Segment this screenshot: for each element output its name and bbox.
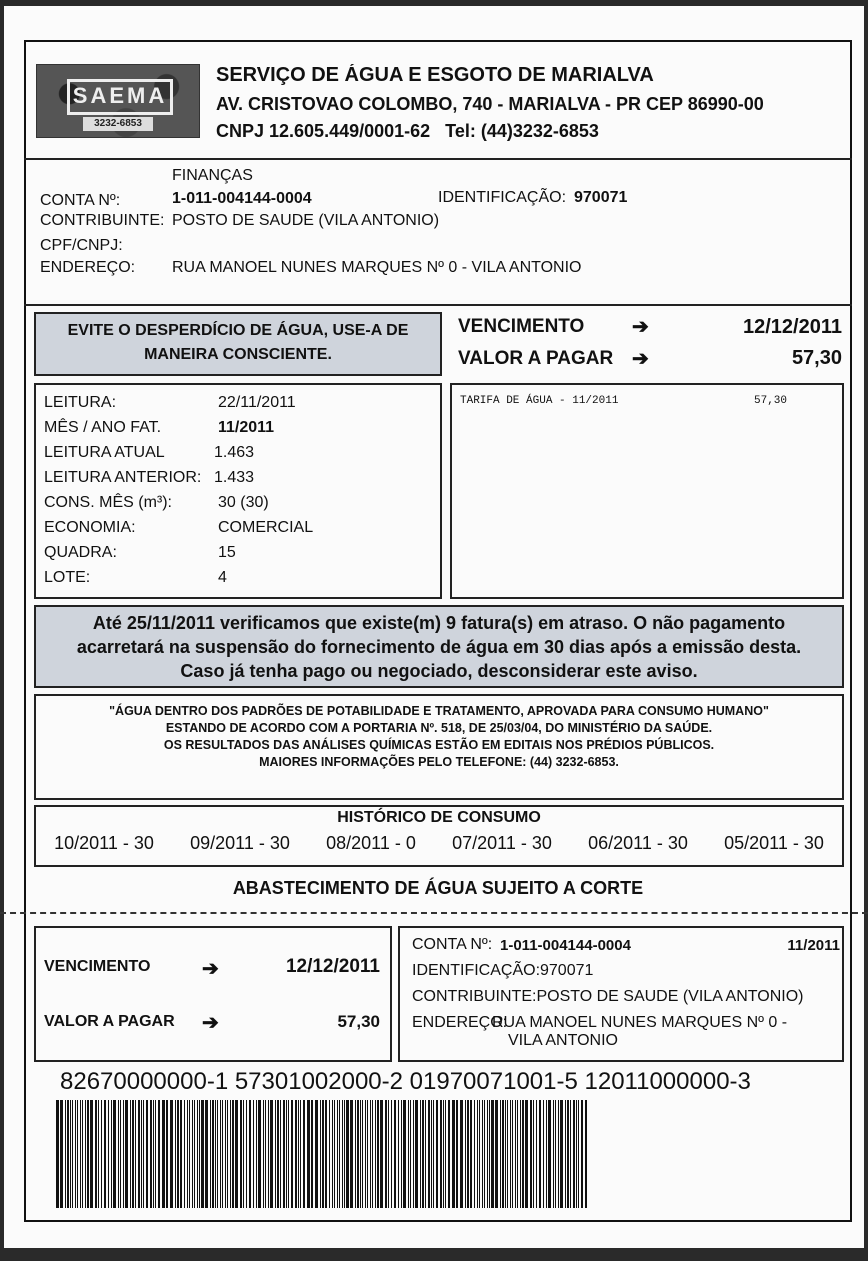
barcode-bar	[346, 1100, 349, 1208]
barcode-bar	[166, 1100, 168, 1208]
reading-label: LEITURA ANTERIOR:	[44, 469, 202, 486]
barcode-bar	[515, 1100, 516, 1208]
stub-due-label: VENCIMENTO	[44, 958, 151, 975]
barcode-bar	[388, 1100, 389, 1208]
stub-period: 11/2011	[787, 937, 840, 954]
cpf-label: CPF/CNPJ:	[40, 237, 123, 254]
stub-endereco-value: RUA MANOEL NUNES MARQUES Nº 0 -	[492, 1014, 788, 1031]
barcode-bar	[355, 1100, 356, 1208]
barcode-bar	[377, 1100, 379, 1208]
barcode-bar	[286, 1100, 287, 1208]
due-value: 12/12/2011	[743, 316, 842, 338]
overdue-warning	[34, 605, 844, 688]
barcode-bar	[403, 1100, 406, 1208]
barcode-bar	[199, 1100, 200, 1208]
barcode-bar	[141, 1100, 142, 1208]
barcode-bar	[320, 1100, 321, 1208]
barcode-bar	[189, 1100, 190, 1208]
barcode-bar	[474, 1100, 475, 1208]
barcode-bar	[413, 1100, 414, 1208]
barcode-bar	[253, 1100, 254, 1208]
warning-line2: acarretará na suspensão do fornecimento de água em 30 dias após a emissão desta.	[76, 637, 802, 657]
stub-due-value: 12/12/2011	[285, 956, 380, 977]
barcode-bar	[108, 1100, 109, 1208]
barcode-bar	[113, 1100, 116, 1208]
barcode-bar	[543, 1100, 544, 1208]
barcode-bar	[370, 1100, 371, 1208]
barcode-bar	[155, 1100, 156, 1208]
barcode-bar	[177, 1100, 179, 1208]
barcode-bar	[111, 1100, 112, 1208]
barcode-bar	[85, 1100, 86, 1208]
barcode-bar	[72, 1100, 73, 1208]
barcode-bar	[487, 1100, 488, 1208]
barcode-bar	[187, 1100, 188, 1208]
barcode-bar	[510, 1100, 511, 1208]
barcode-bar	[433, 1100, 434, 1208]
barcode-bar	[311, 1100, 313, 1208]
stub-endereco-line2: VILA ANTONIO	[508, 1032, 618, 1049]
barcode-bar	[415, 1100, 418, 1208]
barcode-bar	[362, 1100, 363, 1208]
barcode-bar	[448, 1100, 450, 1208]
barcode-bar	[230, 1100, 231, 1208]
barcode-bar	[460, 1100, 463, 1208]
stub-conta-value: 1-011-004144-0004	[500, 937, 631, 954]
barcode-bar	[98, 1100, 99, 1208]
barcode-bar	[192, 1100, 193, 1208]
barcode-bar	[357, 1100, 359, 1208]
barcode-bar	[581, 1100, 583, 1208]
barcode-bar	[440, 1100, 442, 1208]
barcode-bar	[425, 1100, 426, 1208]
barcode-bar	[525, 1100, 528, 1208]
barcode-bar	[479, 1100, 480, 1208]
barcode-bar	[360, 1100, 361, 1208]
contrib-value: POSTO DE SAUDE (VILA ANTONIO)	[172, 212, 440, 229]
charge-item: TARIFA DE ÁGUA - 11/2011	[460, 395, 619, 407]
company-address: AV. CRISTOVAO COLOMBO, 740 - MARIALVA - PR CEP 86990-00	[216, 94, 764, 114]
barcode-bar	[120, 1100, 121, 1208]
barcode-bar	[431, 1100, 432, 1208]
barcode-bar	[303, 1100, 305, 1208]
barcode-bar	[201, 1100, 204, 1208]
barcode-bar	[517, 1100, 518, 1208]
barcode-bar	[132, 1100, 134, 1208]
reading-value: 4	[218, 569, 227, 586]
barcode-bar	[215, 1100, 216, 1208]
barcode-bar	[420, 1100, 421, 1208]
reading-value: 22/11/2011	[218, 394, 296, 411]
barcode-bar	[295, 1100, 297, 1208]
barcode-bar	[75, 1100, 76, 1208]
company-cnpj-tel: CNPJ 12.605.449/0001-62 Tel: (44)3232-6853	[216, 121, 599, 141]
amount-arrow-icon: ➔	[632, 348, 649, 370]
barcode-bar	[558, 1100, 559, 1208]
barcode-bar	[408, 1100, 409, 1208]
reading-label: LEITURA ATUAL	[44, 444, 165, 461]
barcode-bar	[162, 1100, 165, 1208]
barcode-bar	[560, 1100, 563, 1208]
header-divider	[24, 158, 852, 160]
barcode-bar	[567, 1100, 569, 1208]
barcode-bar	[67, 1100, 69, 1208]
barcode-bar	[578, 1100, 579, 1208]
due-label: VENCIMENTO	[458, 316, 585, 337]
stub-amount-label: VALOR A PAGAR	[44, 1013, 175, 1030]
contrib-label: CONTRIBUINTE:	[40, 212, 165, 229]
barcode	[56, 1100, 588, 1208]
saema-logo	[36, 64, 200, 138]
barcode-bar	[375, 1100, 376, 1208]
history-item: 09/2011 - 30	[190, 833, 290, 853]
barcode-bar	[495, 1100, 498, 1208]
barcode-bar	[217, 1100, 218, 1208]
barcode-bar	[146, 1100, 148, 1208]
due-arrow-icon: ➔	[632, 316, 649, 338]
barcode-bar	[197, 1100, 198, 1208]
barcode-bar	[258, 1100, 261, 1208]
barcode-bar	[512, 1100, 513, 1208]
barcode-bar	[205, 1100, 208, 1208]
barcode-bar	[329, 1100, 330, 1208]
barcode-bar	[570, 1100, 571, 1208]
reading-value: 15	[218, 544, 236, 561]
barcode-bar	[530, 1100, 532, 1208]
barcode-bar	[175, 1100, 176, 1208]
barcode-bar	[125, 1100, 128, 1208]
reading-label: LOTE:	[44, 569, 91, 586]
barcode-bar	[428, 1100, 430, 1208]
barcode-bar	[484, 1100, 485, 1208]
reading-label: ECONOMIA:	[44, 519, 136, 536]
barcode-bar	[70, 1100, 71, 1208]
history-item: 08/2011 - 0	[326, 833, 416, 853]
barcode-bar	[153, 1100, 154, 1208]
barcode-bar	[249, 1100, 251, 1208]
barcode-bar	[268, 1100, 269, 1208]
barcode-bar	[283, 1100, 285, 1208]
reading-label: MÊS / ANO FAT.	[44, 419, 162, 436]
barcode-bar	[576, 1100, 577, 1208]
barcode-bar	[143, 1100, 144, 1208]
barcode-bar	[553, 1100, 554, 1208]
barcode-bar	[422, 1100, 424, 1208]
notice-line1: EVITE O DESPERDÍCIO DE ÁGUA, USE-A DE	[67, 322, 409, 339]
barcode-bar	[436, 1100, 438, 1208]
barcode-bar	[150, 1100, 152, 1208]
barcode-bar	[225, 1100, 226, 1208]
quality-line4: MAIORES INFORMAÇÕES PELO TELEFONE: (44) 3232-6853.	[259, 755, 619, 769]
barcode-bar	[546, 1100, 547, 1208]
barcode-bar	[539, 1100, 541, 1208]
barcode-bar	[391, 1100, 392, 1208]
barcode-bar	[443, 1100, 444, 1208]
barcode-bar	[194, 1100, 195, 1208]
barcode-bar	[291, 1100, 293, 1208]
barcode-bar	[520, 1100, 521, 1208]
quality-line1: "ÁGUA DENTRO DOS PADRÕES DE POTABILIDADE E TRATAMENTO, APROVADA PARA CONSUMO HUMANO"	[109, 704, 769, 718]
quality-line3: OS RESULTADOS DAS ANÁLISES QUÍMICAS ESTÃO EM EDITAIS NOS PRÉDIOS PÚBLICOS.	[163, 738, 715, 752]
account-divider	[24, 304, 852, 306]
barcode-bar	[80, 1100, 81, 1208]
barcode-bar	[467, 1100, 469, 1208]
warning-line3: Caso já tenha pago ou negociado, desconsiderar este aviso.	[180, 661, 698, 681]
stub-endereco-label: ENDEREÇO:	[412, 1014, 508, 1031]
barcode-bar	[265, 1100, 266, 1208]
barcode-bar	[56, 1100, 59, 1208]
company-name: SERVIÇO DE ÁGUA E ESGOTO DE MARIALVA	[216, 64, 654, 86]
barcode-bar	[548, 1100, 551, 1208]
history-item: 05/2011 - 30	[724, 833, 824, 853]
stub-conta-label: CONTA Nº:	[412, 936, 493, 953]
barcode-bar	[246, 1100, 247, 1208]
barcode-bar	[65, 1100, 66, 1208]
barcode-bar	[256, 1100, 257, 1208]
barcode-bar	[300, 1100, 301, 1208]
ident-label: IDENTIFICAÇÃO:	[438, 189, 567, 206]
barcode-bar	[337, 1100, 338, 1208]
barcode-bar	[489, 1100, 490, 1208]
barcode-bar	[222, 1100, 223, 1208]
charges-box	[450, 383, 844, 599]
barcode-bar	[502, 1100, 504, 1208]
history-item: 10/2011 - 30	[54, 833, 154, 853]
barcode-bar	[398, 1100, 399, 1208]
barcode-bar	[220, 1100, 221, 1208]
barcode-bar	[385, 1100, 387, 1208]
barcode-bar	[184, 1100, 185, 1208]
barcode-digits: 82670000000-1 57301002000-2 01970071001-5 12011000000-3	[60, 1068, 751, 1095]
endereco-label: ENDEREÇO:	[40, 259, 136, 276]
barcode-bar	[322, 1100, 324, 1208]
barcode-bar	[232, 1100, 234, 1208]
barcode-bar	[123, 1100, 124, 1208]
barcode-bar	[180, 1100, 182, 1208]
barcode-bar	[158, 1100, 160, 1208]
stub-payment-box	[34, 926, 392, 1062]
barcode-bar	[505, 1100, 506, 1208]
history-list	[36, 833, 842, 854]
reading-value: 11/2011	[218, 419, 275, 436]
barcode-bar	[367, 1100, 368, 1208]
barcode-bar	[263, 1100, 264, 1208]
barcode-bar	[170, 1100, 173, 1208]
barcode-bar	[445, 1100, 446, 1208]
barcode-bar	[452, 1100, 455, 1208]
barcode-bar	[307, 1100, 310, 1208]
endereco-value: RUA MANOEL NUNES MARQUES Nº 0 - VILA ANTONIO	[172, 259, 582, 276]
barcode-bar	[394, 1100, 396, 1208]
reading-value: COMERCIAL	[218, 519, 314, 536]
notice-line2: MANEIRA CONSCIENTE.	[144, 346, 332, 363]
barcode-bar	[288, 1100, 289, 1208]
barcode-bar	[235, 1100, 238, 1208]
barcode-bar	[298, 1100, 299, 1208]
barcode-bar	[277, 1100, 279, 1208]
reading-box	[34, 383, 442, 599]
history-item: 06/2011 - 30	[588, 833, 688, 853]
barcode-bar	[270, 1100, 273, 1208]
reading-label: LEITURA:	[44, 394, 117, 411]
barcode-bar	[87, 1100, 89, 1208]
barcode-bar	[565, 1100, 566, 1208]
barcode-bar	[332, 1100, 333, 1208]
barcode-bar	[212, 1100, 214, 1208]
amount-label: VALOR A PAGAR	[458, 348, 614, 369]
barcode-bar	[315, 1100, 318, 1208]
conservation-notice	[34, 312, 442, 376]
barcode-bar	[280, 1100, 281, 1208]
barcode-bar	[95, 1100, 97, 1208]
stub-info-box	[398, 926, 844, 1062]
barcode-bar	[350, 1100, 353, 1208]
cut-notice: ABASTECIMENTO DE ÁGUA SUJEITO A CORTE	[232, 878, 644, 898]
logo-phone: 3232-6853	[83, 117, 153, 131]
warning-line1: Até 25/11/2011 verificamos que existe(m) 9 fatura(s) em atraso. O não pagamento	[92, 613, 786, 633]
barcode-bar	[118, 1100, 119, 1208]
ident-value: 970071	[574, 189, 628, 206]
reading-value: 1.433	[214, 469, 255, 486]
logo-wordmark: SAEMA	[67, 79, 173, 115]
consumption-history	[34, 805, 844, 867]
conta-label: CONTA Nº:	[40, 192, 121, 209]
barcode-bar	[555, 1100, 556, 1208]
stub-amount-arrow-icon: ➔	[202, 1012, 219, 1034]
barcode-bar	[90, 1100, 93, 1208]
barcode-bar	[585, 1100, 587, 1208]
barcode-bar	[401, 1100, 402, 1208]
barcode-bar	[380, 1100, 383, 1208]
barcode-bar	[410, 1100, 411, 1208]
barcode-bar	[334, 1100, 335, 1208]
dept-label: FINANÇAS	[172, 167, 253, 184]
stub-amount-value: 57,30	[337, 1012, 380, 1031]
barcode-bar	[275, 1100, 276, 1208]
barcode-bar	[101, 1100, 102, 1208]
history-item: 07/2011 - 30	[452, 833, 552, 853]
barcode-bar	[372, 1100, 373, 1208]
barcode-bar	[60, 1100, 63, 1208]
barcode-bar	[240, 1100, 242, 1208]
amount-value: 57,30	[791, 347, 842, 369]
quality-notice	[34, 694, 844, 800]
barcode-bar	[339, 1100, 340, 1208]
barcode-bar	[491, 1100, 494, 1208]
stub-contrib: CONTRIBUINTE:POSTO DE SAUDE (VILA ANTONIO)	[412, 988, 804, 1005]
barcode-bar	[138, 1100, 140, 1208]
history-title: HISTÓRICO DE CONSUMO	[337, 809, 541, 826]
barcode-bar	[130, 1100, 131, 1208]
conta-value: 1-011-004144-0004	[172, 190, 312, 207]
barcode-bar	[465, 1100, 466, 1208]
reading-label: CONS. MÊS (m³):	[44, 494, 172, 511]
barcode-bar	[210, 1100, 211, 1208]
barcode-bar	[482, 1100, 483, 1208]
quality-line2: ESTANDO DE ACORDO COM A PORTARIA Nº. 518, DE 25/03/04, DO MINISTÉRIO DA SAÚDE.	[165, 721, 713, 735]
barcode-bar	[243, 1100, 244, 1208]
stub-ident: IDENTIFICAÇÃO:970071	[412, 962, 594, 979]
barcode-bar	[365, 1100, 366, 1208]
barcode-bar	[536, 1100, 537, 1208]
barcode-bar	[227, 1100, 228, 1208]
charge-amount: 57,30	[754, 395, 788, 407]
cut-line	[0, 912, 868, 914]
barcode-bar	[135, 1100, 136, 1208]
barcode-bar	[344, 1100, 345, 1208]
stub-due-arrow-icon: ➔	[202, 958, 219, 980]
barcode-bar	[104, 1100, 106, 1208]
barcode-bar	[507, 1100, 508, 1208]
barcode-bar	[500, 1100, 501, 1208]
barcode-bar	[533, 1100, 534, 1208]
barcode-bar	[456, 1100, 458, 1208]
barcode-bar	[477, 1100, 478, 1208]
barcode-bar	[573, 1100, 575, 1208]
reading-value: 1.463	[214, 444, 255, 461]
barcode-bar	[77, 1100, 78, 1208]
barcode-bar	[82, 1100, 83, 1208]
barcode-bar	[470, 1100, 472, 1208]
barcode-bar	[342, 1100, 343, 1208]
reading-value: 30 (30)	[218, 494, 269, 511]
barcode-bar	[325, 1100, 327, 1208]
barcode-bar	[522, 1100, 524, 1208]
reading-label: QUADRA:	[44, 544, 117, 561]
